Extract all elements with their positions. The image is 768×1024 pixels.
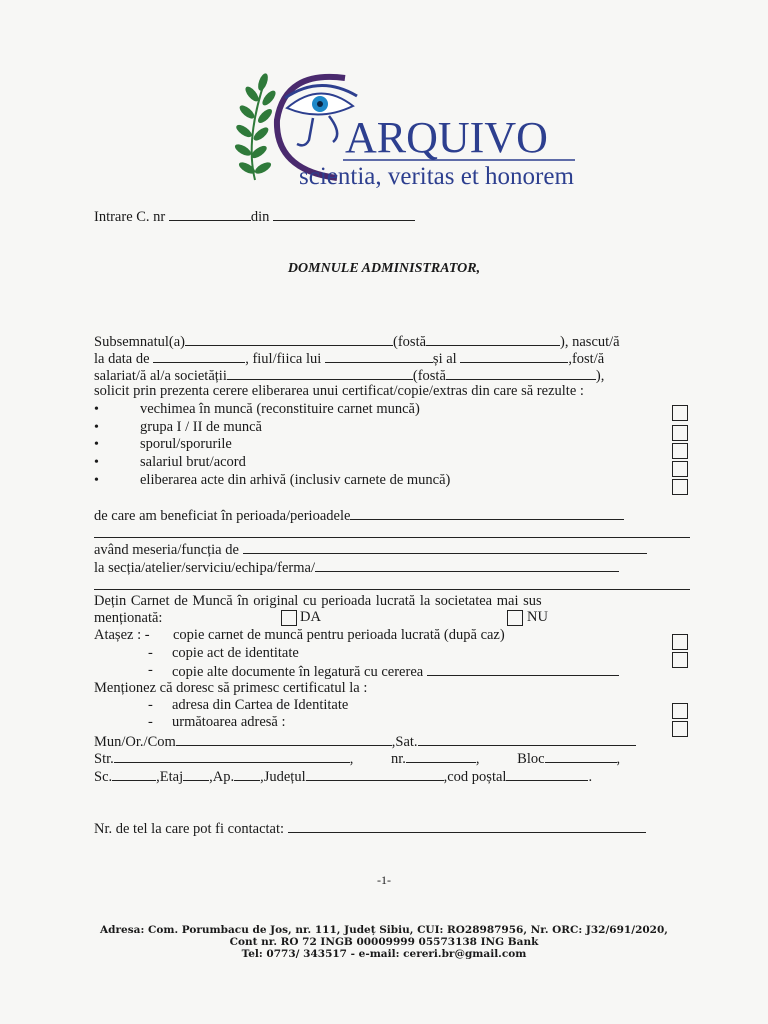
footer-contact: Tel: 0773/ 343517 - e-mail: cereri.br@gmail.com (241, 948, 527, 960)
logo-brand-text: ARQUIVO (345, 113, 548, 162)
floor-label: ,Etaj (156, 769, 184, 785)
city-field[interactable] (176, 732, 392, 746)
address-line-2: Str. , nr. , Bloc , (94, 751, 621, 767)
father-name-field[interactable] (325, 349, 433, 363)
stair-field[interactable] (112, 767, 156, 781)
county-label: ,Județul (260, 769, 306, 785)
carnet-yes-checkbox[interactable] (281, 610, 297, 626)
option-bullet: • (94, 437, 99, 452)
job-field[interactable] (243, 540, 647, 554)
mother-name-field[interactable] (460, 349, 568, 363)
birth-date-label: la data de (94, 351, 150, 367)
period-field-continuation[interactable] (94, 537, 690, 538)
company-field[interactable] (227, 366, 413, 380)
delivery-dash: - (148, 714, 153, 730)
city-label: Mun/Or./Com (94, 734, 176, 750)
attach-dash: - (148, 662, 153, 678)
company-label: salariat/ă al/a societății (94, 368, 227, 384)
number-field[interactable] (406, 749, 476, 763)
section-field[interactable] (315, 558, 619, 572)
attach-label: Atașez : - (94, 627, 150, 643)
registry-nr-field[interactable] (169, 207, 251, 221)
mother-label: și al (432, 351, 457, 367)
former-label: ,fost/ă (568, 351, 605, 367)
option-bullet: • (94, 402, 99, 417)
county-field[interactable] (306, 767, 444, 781)
former-company-field[interactable] (446, 366, 596, 380)
option-work-group: grupa I / II de muncă (140, 419, 262, 435)
maiden-name-label: (fostă (393, 334, 427, 350)
attach-other-docs-line (172, 662, 619, 681)
option-seniority: vechimea în muncă (reconstituire carnet muncă) (140, 401, 420, 417)
father-label: , fiul/fiica lui (245, 351, 322, 367)
attach-other-docs-field[interactable] (427, 662, 619, 676)
option-bullet: • (94, 473, 99, 488)
street-field[interactable] (114, 749, 350, 763)
option-archive-docs: eliberarea acte din arhivă (inclusiv carnete de muncă) (140, 472, 451, 488)
page-number: -1- (377, 873, 391, 887)
section-label: la secția/atelier/serviciu/echipa/ferma/ (94, 560, 316, 576)
period-field[interactable] (350, 506, 624, 520)
postal-code-label: ,cod poștal (443, 769, 507, 785)
street-label: Str. (94, 751, 114, 767)
carnet-yes-label: DA (300, 609, 321, 625)
option-gross-salary-checkbox[interactable] (672, 461, 688, 477)
show-through-text (420, 228, 423, 244)
option-bonuses-checkbox[interactable] (672, 443, 688, 459)
attach-id-checkbox[interactable] (672, 652, 688, 668)
intro-line-4: solicit prin prezenta cerere eliberarea unui certificat/copie/extras din care să rezulte : (94, 383, 584, 399)
carnet-line-2: menționată: (94, 610, 163, 626)
arquivo-logo (225, 60, 585, 200)
attach-other-docs: copie alte documente în legatură cu cererea (172, 664, 424, 680)
attach-id-copy: copie act de identitate (172, 645, 299, 661)
attach-work-book-checkbox[interactable] (672, 634, 688, 650)
registry-line (94, 207, 415, 226)
footer-address: Adresa: Com. Porumbacu de Jos, nr. 111, Județ Sibiu, CUI: RO28987956, Nr. ORC: J32/691/2020, (100, 924, 668, 936)
carnet-no-checkbox[interactable] (507, 610, 523, 626)
option-archive-docs-checkbox[interactable] (672, 479, 688, 495)
phone-line (94, 819, 646, 838)
phone-label: Nr. de tel la care pot fi contactat: (94, 821, 285, 837)
floor-field[interactable] (183, 767, 209, 781)
name-label: Subsemnatul(a) (94, 334, 186, 350)
village-label: ,Sat. (391, 734, 418, 750)
job-label: având meseria/funcția de (94, 542, 239, 558)
maiden-name-field[interactable] (426, 332, 560, 346)
section-line (94, 558, 619, 577)
attach-dash: - (148, 645, 153, 661)
option-seniority-checkbox[interactable] (672, 405, 688, 421)
postal-code-field[interactable] (506, 767, 588, 781)
delivery-label: Menționez că doresc să primesc certificatul la : (94, 680, 368, 696)
option-gross-salary: salariul brut/acord (140, 454, 246, 470)
footer-bank: Cont nr. RO 72 INGB 00009999 05573138 ING Bank (229, 936, 539, 948)
option-bullet: • (94, 455, 99, 470)
birth-date-field[interactable] (153, 349, 245, 363)
option-work-group-checkbox[interactable] (672, 425, 688, 441)
phone-field[interactable] (288, 819, 646, 833)
delivery-dash: - (148, 697, 153, 713)
intro-line-3: salariat/ă al/a societății (fostă ), (94, 368, 605, 384)
registry-nr-label: Intrare C. nr (94, 209, 166, 225)
form-title: DOMNULE ADMINISTRATOR, (287, 261, 481, 276)
name-field[interactable] (185, 332, 393, 346)
section-field-continuation[interactable] (94, 589, 690, 590)
carnet-no-label: NU (527, 609, 548, 625)
delivery-id-address: adresa din Cartea de Identitate (172, 697, 349, 713)
job-line (94, 540, 647, 559)
apartment-field[interactable] (234, 767, 260, 781)
address-line-3: Sc. ,Etaj ,Ap. ,Județul ,cod poștal . (94, 769, 593, 785)
born-label: ), nascut/ă (560, 334, 620, 350)
number-label: nr. (391, 751, 406, 767)
option-bonuses: sporul/sporurile (140, 436, 232, 452)
option-bullet: • (94, 420, 99, 435)
period-line (94, 506, 624, 525)
delivery-other-address-checkbox[interactable] (672, 721, 688, 737)
village-field[interactable] (418, 732, 636, 746)
stair-label: Sc. (94, 769, 113, 785)
apartment-label: ,Ap. (209, 769, 235, 785)
delivery-other-address: următoarea adresă : (172, 714, 286, 730)
laurel-icon (233, 72, 278, 180)
former-company-label: (fostă (412, 368, 446, 384)
carnet-line-1: Dețin Carnet de Muncă în original cu perioada lucrată la societatea mai sus (94, 593, 542, 609)
registry-din-label: din (250, 209, 270, 225)
period-label: de care am beneficiat în perioada/perioadele (94, 508, 351, 524)
block-label: Bloc (517, 751, 545, 767)
attach-work-book-copy: copie carnet de muncă pentru perioada lucrată (după caz) (173, 627, 505, 643)
logo-tagline-text: scientia, veritas et honorem (299, 163, 574, 190)
block-field[interactable] (545, 749, 617, 763)
delivery-id-address-checkbox[interactable] (672, 703, 688, 719)
registry-date-field[interactable] (273, 207, 415, 221)
